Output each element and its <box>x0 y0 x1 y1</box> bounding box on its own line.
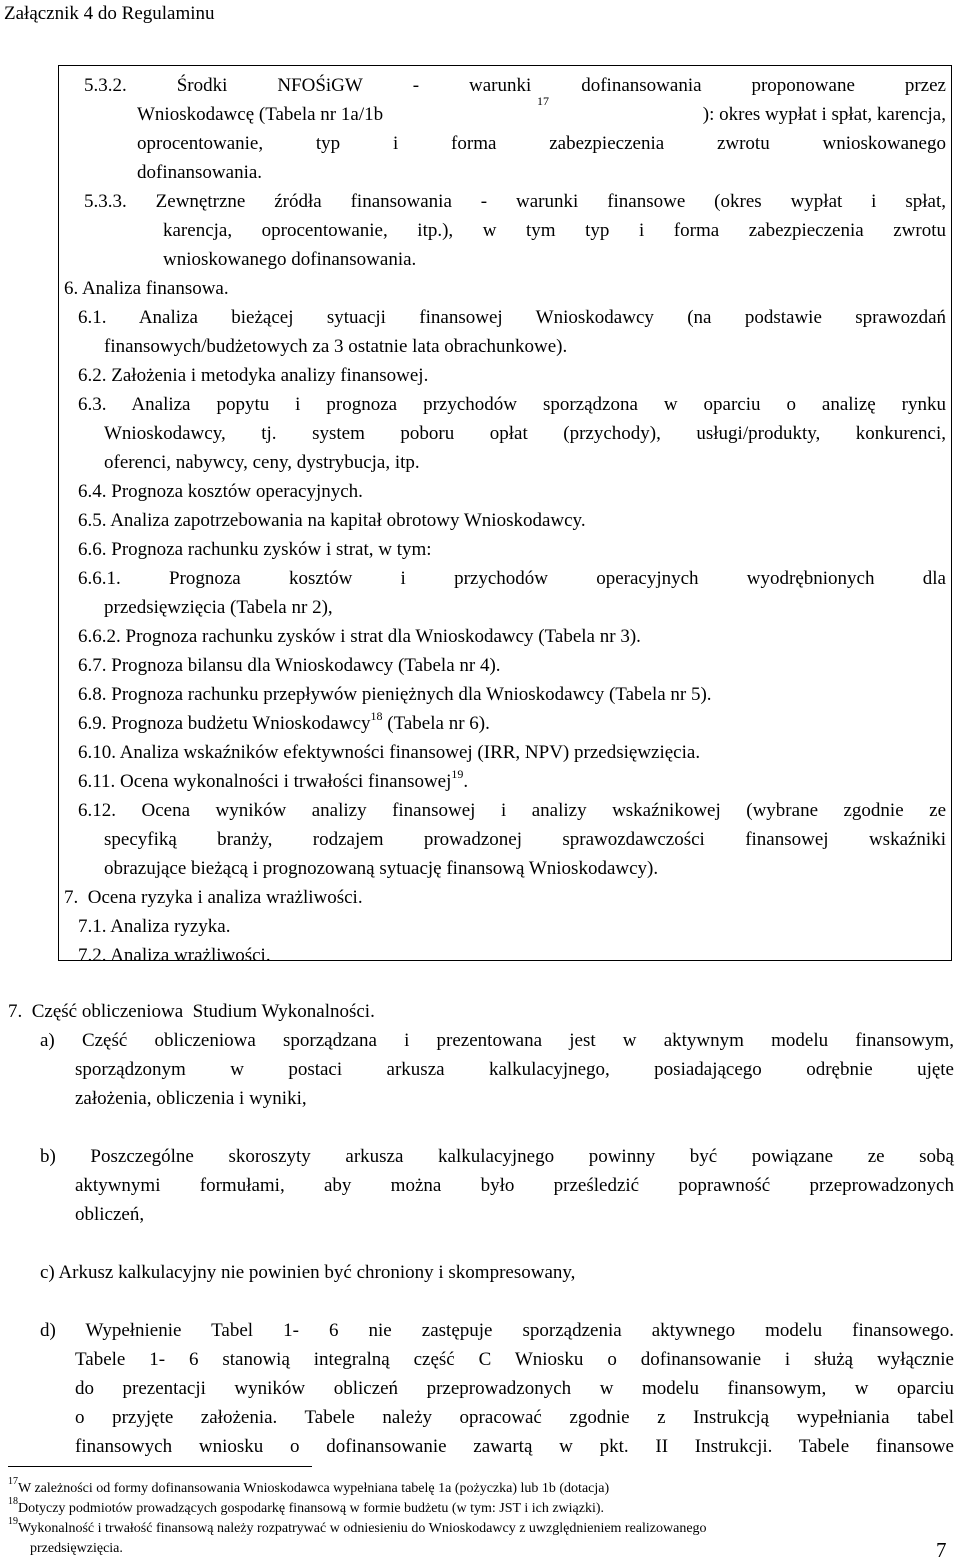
item-6-11: 6.11. Ocena wykonalności i trwałości finansowej$^{19}$. <box>78 766 469 792</box>
item-6-3-line3: oferenci, nabywcy, ceny, dystrybucja, itp. <box>104 452 420 473</box>
page-header: Załącznik 4 do Regulaminu <box>4 3 215 24</box>
item-6-12-line3: obrazujące bieżącą i prognozowaną sytuację finansową Wnioskodawcy). <box>104 858 659 879</box>
item-6-10: 6.10. Analiza wskaźników efektywności finansowej (IRR, NPV) przedsięwzięcia. <box>78 742 701 763</box>
item-7-heading: 7. Ocena ryzyka i analiza wrażliwości. <box>64 887 363 908</box>
item-6-6: 6.6. Prognoza rachunku zysków i strat, w tym: <box>78 539 432 560</box>
item-6-1-line2: finansowych/budżetowych za 3 ostatnie lata obrachunkowe). <box>104 336 568 357</box>
footnote-17: $^{17}$W zależności od formy dofinansowania Wnioskodawca wypełniana tabelę 1a (pożyczka) lub 1b (dotacja) <box>8 1476 610 1496</box>
item-7-1: 7.1. Analiza ryzyka. <box>78 916 231 937</box>
item-6-5: 6.5. Analiza zapotrzebowania na kapitał obrotowy Wnioskodawcy. <box>78 510 586 531</box>
item-5-3-2-line1: 5.3.2. Środki NFOŚiGW - warunki dofinansowania proponowane przez <box>84 75 946 96</box>
point-b-line3: obliczeń, <box>75 1204 145 1225</box>
item-5-3-2-line2: Wnioskodawcę (Tabela nr 1a/1b $^{17}$ ): okres wypłat i spłat, karencja, <box>137 94 946 125</box>
item-5-3-3-line2: karencja, oprocentowanie, itp.), w tym typ i forma zabezpieczenia zwrotu <box>163 220 946 241</box>
item-5-3-3-line3: wnioskowanego dofinansowania. <box>163 249 417 270</box>
item-6-12-line2: specyfiką branży, rodzajem prowadzonej sprawozdawczości finansowej wskaźniki <box>104 829 946 850</box>
footnote-19-line2: przedsięwzięcia. <box>30 1541 123 1556</box>
item-6-1-line1: 6.1. Analiza bieżącej sytuacji finansowej Wnioskodawcy (na podstawie sprawozdań <box>78 307 946 328</box>
item-6-9: 6.9. Prognoza budżetu Wnioskodawcy$^{18}$ (Tabela nr 6). <box>78 708 490 734</box>
point-b-line2: aktywnymi formułami, aby można było prześledzić poprawność przeprowadzonych <box>75 1175 954 1196</box>
item-6-3-line2: Wnioskodawcy, tj. system poboru opłat (przychody), usługi/produkty, konkurenci, <box>104 423 946 444</box>
item-6-6-1-line1: 6.6.1. Prognoza kosztów i przychodów operacyjnych wyodrębnionych dla <box>78 568 946 589</box>
point-a-line1: a) Część obliczeniowa sporządzana i prezentowana jest w aktywnym modelu finansowym, <box>40 1030 954 1051</box>
page-number: 7 <box>936 1538 947 1562</box>
item-6-4: 6.4. Prognoza kosztów operacyjnych. <box>78 481 363 502</box>
footnote-19: $^{19}$Wykonalność i trwałość finansową należy rozpatrywać w odniesieniu do Wnioskodawcy z uwzględnieniem realizowanego <box>8 1516 707 1536</box>
point-a-line2: sporządzonym w postaci arkusza kalkulacyjnego, posiadającego odrębnie ujęte <box>75 1059 954 1080</box>
item-7-2: 7.2. Analiza wrażliwości. <box>78 945 271 966</box>
item-6-8: 6.8. Prognoza rachunku przepływów pieniężnych dla Wnioskodawcy (Tabela nr 5). <box>78 684 712 705</box>
item-6-2: 6.2. Założenia i metodyka analizy finansowej. <box>78 365 429 386</box>
footnote-ref-19: 19 <box>451 766 464 781</box>
item-6-7: 6.7. Prognoza bilansu dla Wnioskodawcy (Tabela nr 4). <box>78 655 501 676</box>
footnote-ref-18: 18 <box>370 708 383 723</box>
point-c-line1: c) Arkusz kalkulacyjny nie powinien być chroniony i skompresowany, <box>40 1262 576 1283</box>
point-a-line3: założenia, obliczenia i wyniki, <box>75 1088 307 1109</box>
point-d-line2: Tabele 1- 6 stanowią integralną część C Wniosku o dofinansowanie i służą wyłącznie <box>75 1349 954 1370</box>
item-5-3-2-line3: oprocentowanie, typ i forma zabezpieczenia zwrotu wnioskowanego <box>137 133 946 154</box>
item-5-3-2-line4: dofinansowania. <box>137 162 263 183</box>
point-d-line1: d) Wypełnienie Tabel 1- 6 nie zastępuje sporządzenia aktywnego modelu finansowego. <box>40 1320 954 1341</box>
point-b-line1: b) Poszczególne skoroszyty arkusza kalkulacyjnego powinny być powiązane ze sobą <box>40 1146 954 1167</box>
point-d-line5: finansowych wniosku o dofinansowanie zawartą w pkt. II Instrukcji. Tabele finansowe <box>75 1436 954 1457</box>
point-d-line4: o przyjęte założenia. Tabele należy opracować zgodnie z Instrukcją wypełniania tabel <box>75 1407 954 1428</box>
footnote-separator <box>8 1466 312 1467</box>
item-6-6-1-line2: przedsięwzięcia (Tabela nr 2), <box>104 597 333 618</box>
item-6-6-2: 6.6.2. Prognoza rachunku zysków i strat dla Wnioskodawcy (Tabela nr 3). <box>78 626 641 647</box>
item-5-3-3-line1: 5.3.3. Zewnętrzne źródła finansowania - warunki finansowe (okres wypłat i spłat, <box>84 191 946 212</box>
footnote-18: $^{18}$Dotyczy podmiotów prowadzących gospodarkę finansową w formie budżetu (w tym: JST i ich związki). <box>8 1496 605 1516</box>
section-7-title: 7. Część obliczeniowa Studium Wykonalności. <box>8 1001 375 1022</box>
item-6-heading: 6. Analiza finansowa. <box>64 278 229 299</box>
point-d-line3: do prezentacji wyników obliczeń przeprowadzonych w modelu finansowym, w oparciu <box>75 1378 954 1399</box>
item-6-12-line1: 6.12. Ocena wyników analizy finansowej i analizy wskaźnikowej (wybrane zgodnie ze <box>78 800 946 821</box>
footnote-ref-17: 17 <box>536 94 549 108</box>
item-6-3-line1: 6.3. Analiza popytu i prognoza przychodów sporządzona w oparciu o analizę rynku <box>78 394 946 415</box>
